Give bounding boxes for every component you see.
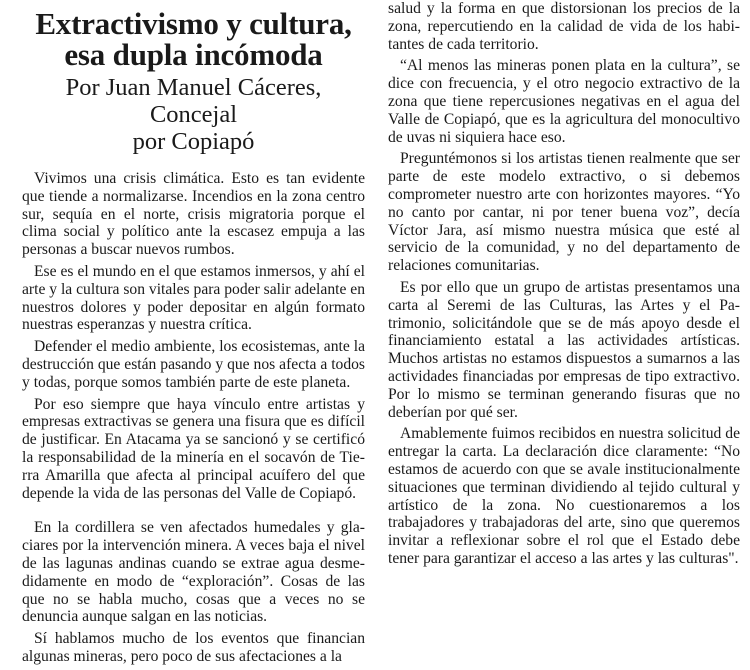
headline-line-1: Extractivismo y cultura, xyxy=(35,6,352,41)
paragraph-medio-ambiente: Defender el medio ambiente, los ecosistemas, ante la destrucción que están pasando y que nos afecta a todos y todas, porque somos también parte de este planeta. xyxy=(22,338,365,391)
right-column xyxy=(388,0,740,572)
paragraph-plata-cultura: “Al menos las mineras ponen plata en la cultura”, se dice con frecuencia, y el otro negocio extractivo de la zona que tiene repercusiones negativas en el agua del Valle de Copiapó, que es la agricultura del monocultivo de uvas ni siquiera hace eso. xyxy=(388,57,740,146)
paragraph-fisura: Por eso siempre que haya vínculo entre artistas y empresas extractivas se genera una fisura que es difícil de justificar. En Atacama ya se sancionó y se certificó la responsabilidad de la minería en el socavón de Tierra Amarilla que afecta al principal acuífero del que depende la vida de las personas del Valle de Copiapó. xyxy=(22,395,365,502)
byline xyxy=(22,74,365,155)
paragraph-preguntemonos: Preguntémonos si los artistas tienen realmente que ser parte de este modelo extractivo, o si debemos comprometer nuestro arte con horizontes mayores. “Yo no canto por cantar, ni por tener buena voz”, decía Víctor Jara, así mismo nuestra música que esté al servicio de la comunidad, y no del departamento de relaciones comunitarias. xyxy=(388,150,740,275)
paragraph-carta-seremi: Es por ello que un grupo de artistas presentamos una carta al Seremi de las Culturas, las Artes y el Patrimonio, solicitándole que se de más apoyo desde el financiamiento estatal a las actividades artísticas. Muchos artistas no estamos dispuestos a sumarnos a las actividades financiadas por empresas de tipo extractivo. Por lo mismo se terminan generando fisuras que no deberían por qué ser. xyxy=(388,278,740,421)
paragraph-salud-continuation: salud y la forma en que distorsionan los precios de la zona, repercutiendo en la calidad de vida de los habitantes de cada territorio. xyxy=(388,0,740,53)
headline-line-2: esa dupla incómoda xyxy=(64,37,323,72)
byline-line-1: Por Juan Manuel Cáceres, Concejal xyxy=(65,74,322,128)
left-column xyxy=(22,0,365,670)
paragraph-eventos: Sí hablamos mucho de los eventos que financian algunas mineras, pero poco de sus afectaciones a la xyxy=(22,630,365,665)
paragraph-crisis: Vivimos una crisis climática. Esto es tan evidente que tiende a normalizarse. Incendios en la zona centro sur, sequía en el norte, crisis migratoria porque el clima social y político ante la escasez empuja a las personas a buscar nuevos rumbos. xyxy=(22,170,365,259)
headline xyxy=(22,8,365,70)
paragraph-mundo: Ese es el mundo en el que estamos inmersos, y ahí el arte y la cultura son vitales para poder salir adelante en nuestros dolores y poder depositar en algún formato nuestras esperanzas y nuestra crítica. xyxy=(22,262,365,334)
right-column-body xyxy=(388,0,740,568)
paragraph-declaracion: Amablemente fuimos recibidos en nuestra solicitud de entregar la carta. La declaración dice claramente: “No estamos de acuerdo con que se avale institucionalmente situaciones que terminan dividiendo al tejido cultural y artístico de la zona. No cuestionaremos a los trabajadores y trabajadoras del arte, sino que queremos invitar a reflexionar sobre el rol que el Estado debe tener para garantizar el acceso a las artes y las culturas". xyxy=(388,425,740,567)
byline-line-2: por Copiapó xyxy=(132,128,255,155)
left-column-body xyxy=(22,170,365,666)
paragraph-cordillera: En la cordillera se ven afectados humedales y glaciares por la intervención minera. A veces baja el nivel de las lagunas andinas cuando se extrae agua desmedidamente en modo de “exploración”. Cosas de las que no se habla mucho, cosas que a veces no se denuncia aunque salgan en las noticias. xyxy=(22,519,365,626)
